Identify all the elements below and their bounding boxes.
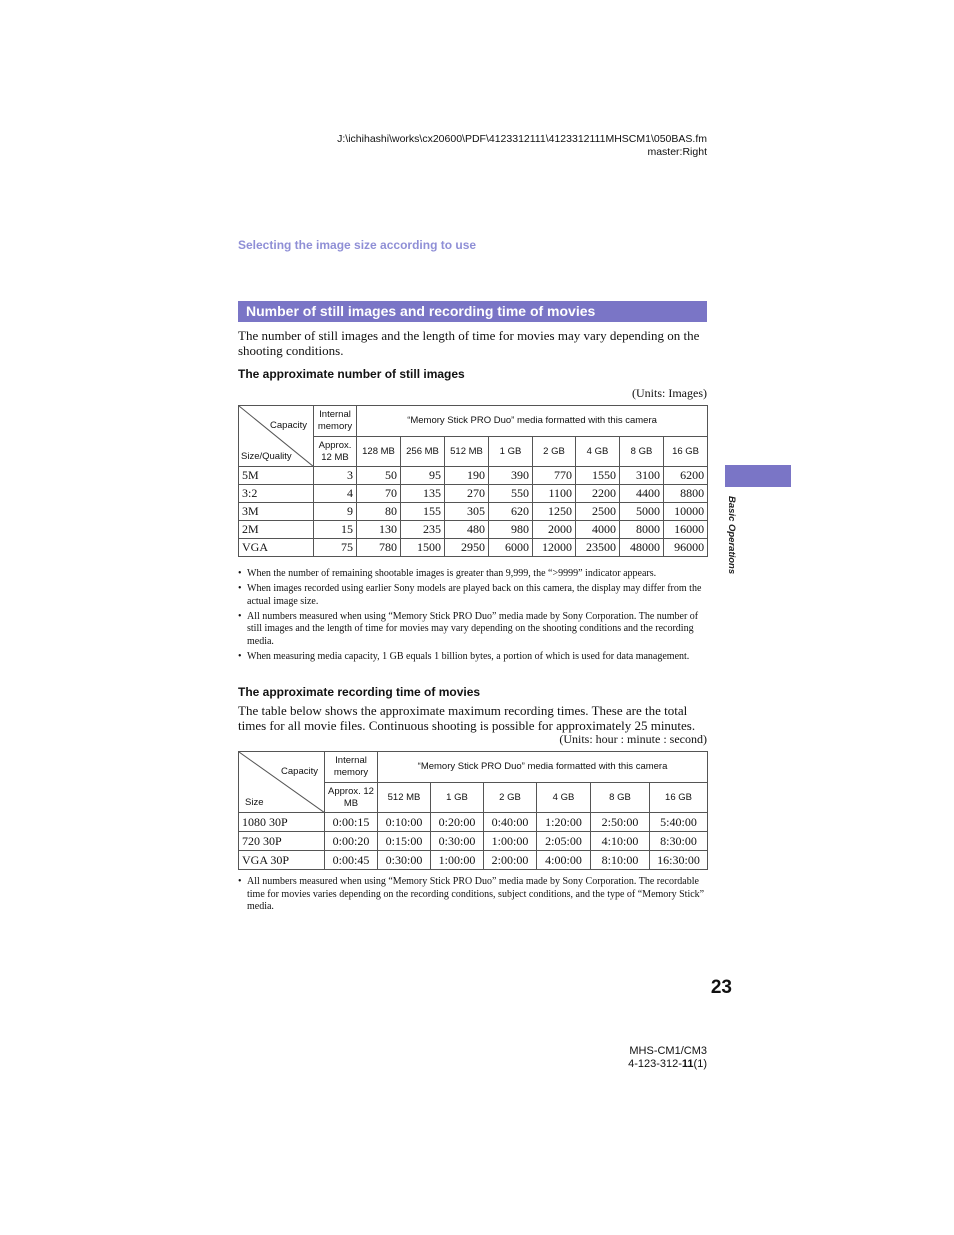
column-header: 2 GB [533, 437, 576, 467]
table-cell: 70 [357, 485, 401, 503]
column-header: 8 GB [620, 437, 664, 467]
table-cell: 620 [489, 503, 533, 521]
movie-time-table [238, 751, 708, 870]
page-number: 23 [710, 977, 732, 998]
table-cell: 6000 [489, 539, 533, 557]
table-cell: 4:10:00 [591, 832, 650, 851]
column-header: 16 GB [664, 437, 708, 467]
table-cell: 4 [314, 485, 357, 503]
table-cell: 8:30:00 [650, 832, 708, 851]
column-header: 512 MB [378, 783, 431, 813]
table-cell: 1:00:00 [431, 851, 484, 870]
model-name: MHS-CM1/CM3 [629, 1045, 707, 1057]
row-label: 1080 30P [239, 813, 325, 832]
table-cell: 1:20:00 [537, 813, 591, 832]
table-row [239, 832, 708, 851]
table-cell: 0:00:20 [325, 832, 378, 851]
table-cell: 770 [533, 467, 576, 485]
table-cell: 480 [445, 521, 489, 539]
row-label: VGA 30P [239, 851, 325, 870]
row-label: 3M [239, 503, 314, 521]
note-item: • All numbers measured when using “Memory Stick PRO Duo” media made by Sony Corporation. The number of still images and the length of time for movies may vary depending on the shooting conditions and the recording media. [238, 611, 707, 649]
movies-notes [238, 876, 707, 916]
table-cell: 9 [314, 503, 357, 521]
table-cell: 0:00:45 [325, 851, 378, 870]
table-cell: 550 [489, 485, 533, 503]
table-cell: 270 [445, 485, 489, 503]
file-path: J:\ichihashi\works\cx20600\PDF\4123312111\4123312111MHSCM1\050BAS.fm [337, 133, 707, 145]
table-cell: 8800 [664, 485, 708, 503]
row-label: VGA [239, 539, 314, 557]
table-cell: 0:10:00 [378, 813, 431, 832]
column-header: 4 GB [576, 437, 620, 467]
table-row [239, 467, 708, 485]
table-cell: 96000 [664, 539, 708, 557]
table-row [239, 851, 708, 870]
table-cell: 23500 [576, 539, 620, 557]
column-header: 4 GB [537, 783, 591, 813]
table-cell: 95 [401, 467, 445, 485]
table-cell: 1100 [533, 485, 576, 503]
part-code-suffix: (1) [693, 1058, 707, 1070]
approx-capacity-header: Approx. 12 MB [314, 437, 357, 467]
table-cell: 48000 [620, 539, 664, 557]
table-cell: 0:30:00 [431, 832, 484, 851]
table-cell: 4:00:00 [537, 851, 591, 870]
part-code [628, 1058, 707, 1071]
column-header: 1 GB [431, 783, 484, 813]
table-cell: 130 [357, 521, 401, 539]
table-cell: 3 [314, 467, 357, 485]
note-item: • When images recorded using earlier Sony models are played back on this camera, the display may differ from the actual image size. [238, 583, 707, 608]
table-cell: 2:05:00 [537, 832, 591, 851]
table-cell: 2950 [445, 539, 489, 557]
table-row [239, 503, 708, 521]
media-header: “Memory Stick PRO Duo” media formatted with this camera [357, 406, 708, 437]
movies-heading: The approximate recording time of movies [238, 685, 481, 699]
table-cell: 5:40:00 [650, 813, 708, 832]
column-header: 512 MB [445, 437, 489, 467]
column-header: 16 GB [650, 783, 708, 813]
media-header: “Memory Stick PRO Duo” media formatted with this camera [378, 752, 708, 783]
intro-paragraph: The number of still images and the length of time for movies may vary depending on the shooting conditions. [238, 328, 700, 358]
table-cell: 390 [489, 467, 533, 485]
table-row [239, 485, 708, 503]
table-cell: 0:30:00 [378, 851, 431, 870]
breadcrumb: Selecting the image size according to use [238, 238, 477, 252]
row-label: 5M [239, 467, 314, 485]
table-header-row [239, 752, 708, 783]
table-cell: 1500 [401, 539, 445, 557]
approx-capacity-header: Approx. 12 MB [325, 783, 378, 813]
table-cell: 135 [401, 485, 445, 503]
table-cell: 75 [314, 539, 357, 557]
note-item: • When measuring media capacity, 1 GB equals 1 billion bytes, a portion of which is used for data management. [238, 651, 707, 664]
table-cell: 80 [357, 503, 401, 521]
table-header-row [239, 406, 708, 437]
table-cell: 1250 [533, 503, 576, 521]
still-images-table [238, 405, 708, 557]
stills-heading: The approximate number of still images [238, 367, 465, 381]
internal-memory-header: Internal memory [325, 752, 378, 783]
table-corner-cell [239, 752, 325, 813]
table-cell: 16:30:00 [650, 851, 708, 870]
table-cell: 0:40:00 [484, 813, 537, 832]
part-code-prefix: 4-123-312- [628, 1058, 682, 1070]
table-row [239, 813, 708, 832]
movies-units: (Units: hour : minute : second) [559, 732, 707, 746]
table-cell: 3100 [620, 467, 664, 485]
table-cell: 12000 [533, 539, 576, 557]
table-cell: 50 [357, 467, 401, 485]
table-row [239, 521, 708, 539]
note-item: • When the number of remaining shootable images is greater than 9,999, the “>9999” indicator appears. [238, 568, 707, 581]
table-cell: 4000 [576, 521, 620, 539]
stills-notes [238, 568, 707, 666]
table-cell: 980 [489, 521, 533, 539]
table-cell: 0:15:00 [378, 832, 431, 851]
table-cell: 780 [357, 539, 401, 557]
column-header: 1 GB [489, 437, 533, 467]
table-cell: 8:10:00 [591, 851, 650, 870]
table-cell: 305 [445, 503, 489, 521]
row-label: 3:2 [239, 485, 314, 503]
table-cell: 235 [401, 521, 445, 539]
note-item: • All numbers measured when using “Memory Stick PRO Duo” media made by Sony Corporation. The recordable time for movies varies depending on the recording conditions, subject conditions, and the type of “Memory Stick” media. [238, 876, 707, 914]
table-cell: 2200 [576, 485, 620, 503]
table-cell: 8000 [620, 521, 664, 539]
table-cell: 5000 [620, 503, 664, 521]
column-header: 8 GB [591, 783, 650, 813]
master-label: master:Right [647, 146, 707, 158]
model-footer [628, 1045, 707, 1071]
stills-units: (Units: Images) [632, 386, 707, 400]
movies-intro: The table below shows the approximate maximum recording times. These are the total times for all movie files. Continuous shooting is possible for approximately 25 minutes. [238, 703, 696, 733]
table-cell: 2:50:00 [591, 813, 650, 832]
part-code-revision: 11 [681, 1058, 694, 1070]
internal-memory-header: Internal memory [314, 406, 357, 437]
corner-size-label: Size/Quality [241, 451, 292, 462]
column-header: 128 MB [357, 437, 401, 467]
table-cell: 2500 [576, 503, 620, 521]
table-cell: 4400 [620, 485, 664, 503]
table-cell: 190 [445, 467, 489, 485]
corner-capacity-label: Capacity [281, 766, 318, 777]
table-cell: 1550 [576, 467, 620, 485]
row-label: 720 30P [239, 832, 325, 851]
table-cell: 1:00:00 [484, 832, 537, 851]
table-corner-cell [239, 406, 314, 467]
side-tab-label: Basic Operations [726, 496, 737, 575]
side-tab-marker [725, 465, 791, 487]
table-cell: 2:00:00 [484, 851, 537, 870]
column-header: 2 GB [484, 783, 537, 813]
file-path-header [337, 133, 707, 159]
table-row [239, 539, 708, 557]
table-cell: 10000 [664, 503, 708, 521]
corner-size-label: Size [245, 797, 264, 808]
table-cell: 0:20:00 [431, 813, 484, 832]
table-cell: 6200 [664, 467, 708, 485]
corner-capacity-label: Capacity [270, 420, 307, 431]
table-cell: 16000 [664, 521, 708, 539]
row-label: 2M [239, 521, 314, 539]
column-header: 256 MB [401, 437, 445, 467]
table-cell: 15 [314, 521, 357, 539]
table-cell: 0:00:15 [325, 813, 378, 832]
table-cell: 2000 [533, 521, 576, 539]
table-cell: 155 [401, 503, 445, 521]
section-title: Number of still images and recording time of movies [238, 301, 707, 322]
